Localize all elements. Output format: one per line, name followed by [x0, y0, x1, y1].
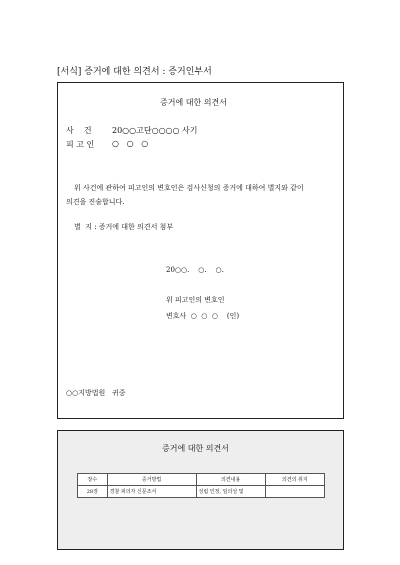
- counsel-name: 변호사 ○ ○ ○ (인): [166, 312, 240, 320]
- body-line-2: 의견을 진술합니다.: [66, 198, 125, 206]
- counsel-role: 위 피고인의 변호인: [166, 296, 225, 304]
- opinion-form: [57, 82, 344, 419]
- addressee: ○○지방법원 귀중: [66, 389, 126, 397]
- form-caption: [서식] 증거에 대한 의견서 : 증거인부서: [57, 67, 212, 77]
- defendant-label: 피 고 인: [66, 140, 95, 149]
- table-row: [78, 486, 325, 498]
- col-method: 증거방법: [107, 474, 196, 486]
- cell-pages: 28장: [78, 486, 108, 498]
- attachment-note: 별 지 : 증거에 대한 의견서 첨부: [74, 223, 174, 231]
- col-purport: 의견의 취지: [265, 474, 324, 486]
- cell-method: 경찰 피의자 신문조서: [107, 486, 196, 498]
- form-title: 증거에 대한 의견서: [160, 98, 227, 107]
- col-pages: 장수: [78, 474, 108, 486]
- cell-opinion: 성립 인정, 임의성 및: [196, 486, 265, 498]
- case-value: 20○○고단○○○○ 사기: [112, 126, 198, 135]
- defendant-value: ○ ○ ○: [112, 139, 149, 148]
- evidence-table-header: [78, 474, 325, 486]
- body-line-1: 위 사건에 관하여 피고인의 변호인은 검사신청의 증거에 대하여 별지와 같이: [74, 184, 304, 192]
- cell-purport: [265, 486, 324, 498]
- attachment-title: 증거에 대한 의견서: [162, 444, 229, 453]
- case-label: 사 건: [66, 126, 92, 135]
- date-line: 20○○. ○. ○.: [166, 266, 224, 274]
- col-opinion: 의견내용: [196, 474, 265, 486]
- evidence-table: [77, 473, 325, 498]
